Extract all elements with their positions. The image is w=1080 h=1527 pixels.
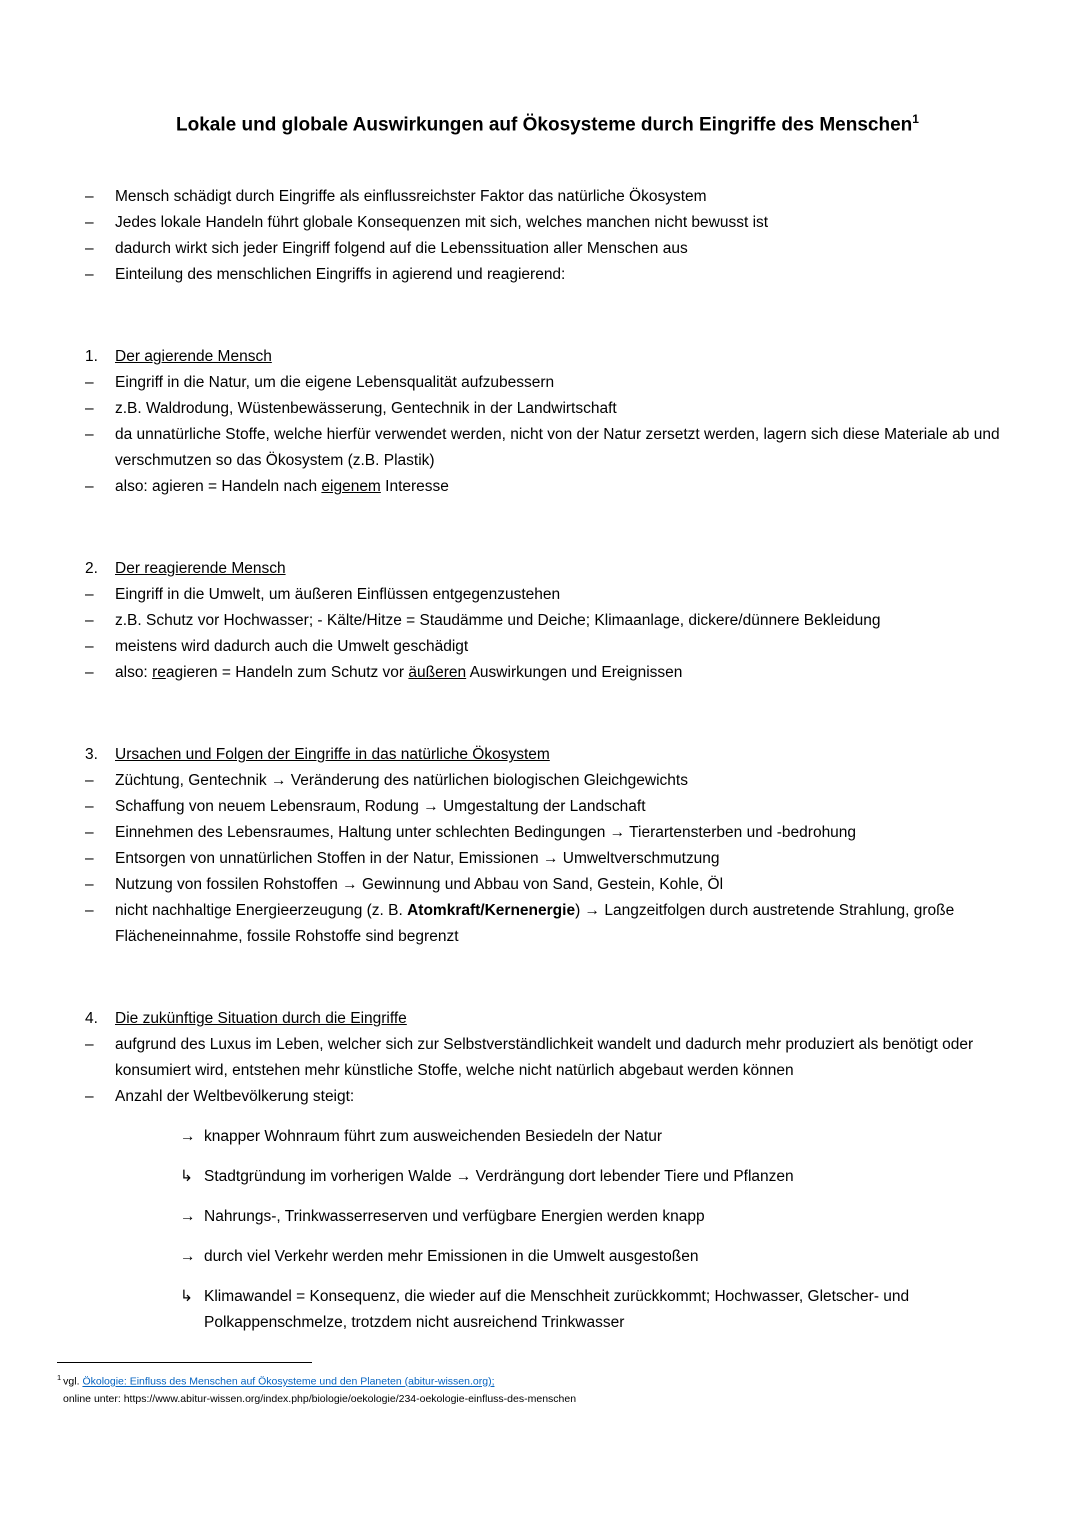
text-segment: ) → Langzeitfolgen durch austretende Strahlung, große Flächeneinnahme, fossile Rohstoffe sind begrenzt xyxy=(115,902,955,946)
bullet-item xyxy=(85,210,1010,236)
text-segment: z.B. Schutz vor Hochwasser; - Kälte/Hitze = Staudämme und Deiche; Klimaanlage, dickere/dünnere Bekleidung xyxy=(115,612,881,630)
section-indented-items xyxy=(85,1124,1010,1336)
bullet-text xyxy=(115,660,1010,686)
section-number: 3. xyxy=(85,746,98,764)
text-segment: nicht nachhaltige Energieerzeugung (z. B. xyxy=(115,902,408,920)
arrow-text xyxy=(204,1204,925,1230)
footnote-prefix: vgl. xyxy=(63,1375,83,1388)
text-segment: z.B. Waldrodung, Wüstenbewässerung, Gentechnik in der Landwirtschaft xyxy=(115,400,617,418)
dash-marker: – xyxy=(85,374,94,392)
section xyxy=(85,742,1010,950)
section xyxy=(85,344,1010,500)
intro-bullet-list xyxy=(85,184,1010,288)
bullet-text xyxy=(115,846,1010,872)
text-segment: knapper Wohnraum führt zum ausweichenden Besiedeln der Natur xyxy=(204,1128,663,1146)
bullet-item xyxy=(85,262,1010,288)
dash-marker: – xyxy=(85,850,94,868)
bullet-item xyxy=(85,794,1010,820)
section-bullets xyxy=(85,582,1010,686)
section-heading-row xyxy=(85,344,1010,370)
bullet-item xyxy=(85,422,1010,474)
section-heading-row xyxy=(85,556,1010,582)
text-segment: durch viel Verkehr werden mehr Emissionen in die Umwelt ausgestoßen xyxy=(204,1248,699,1266)
text-segment: Nutzung von fossilen Rohstoffen → Gewinnung und Abbau von Sand, Gestein, Kohle, Öl xyxy=(115,876,724,894)
bullet-text xyxy=(115,236,1010,262)
text-segment: Atomkraft/Kernenergie xyxy=(407,902,576,920)
bullet-item xyxy=(85,474,1010,500)
bullet-item xyxy=(85,846,1010,872)
dash-marker: – xyxy=(85,214,94,232)
text-segment: meistens wird dadurch auch die Umwelt geschädigt xyxy=(115,638,469,656)
dash-marker: – xyxy=(85,772,94,790)
text-segment: da unnatürliche Stoffe, welche hierfür verwendet werden, nicht von der Natur zersetzt werden, lagern sich diese Materiale ab und verschmutzen so das Ökosystem (z.B. Plastik) xyxy=(115,426,1000,470)
text-segment: Eingriff in die Umwelt, um äußeren Einflüssen entgegenzustehen xyxy=(115,586,561,604)
dash-marker: – xyxy=(85,612,94,630)
bullet-text xyxy=(115,396,1010,422)
footnote-divider xyxy=(57,1362,312,1363)
bullet-item xyxy=(85,660,1010,686)
bullet-text xyxy=(115,474,1010,500)
dash-marker: – xyxy=(85,902,94,920)
bullet-text xyxy=(115,820,1010,846)
section-heading-row xyxy=(85,742,1010,768)
text-segment: Interesse xyxy=(380,478,449,496)
text-segment: eigenem xyxy=(321,478,381,496)
bullet-item xyxy=(85,634,1010,660)
bullet-text xyxy=(115,370,1010,396)
section-number: 2. xyxy=(85,560,98,578)
arrow-icon: → xyxy=(180,1128,196,1146)
bullet-text xyxy=(115,608,1010,634)
arrow-icon: → xyxy=(180,1248,196,1266)
arrow-text xyxy=(204,1164,925,1190)
dash-marker: – xyxy=(85,240,94,258)
dash-marker: – xyxy=(85,824,94,842)
arrow-text xyxy=(204,1284,925,1336)
section xyxy=(85,1006,1010,1336)
section-number: 1. xyxy=(85,348,98,366)
dash-marker: – xyxy=(85,876,94,894)
arrow-icon: ↳ xyxy=(180,1288,193,1306)
section-heading: Ursachen und Folgen der Eingriffe in das natürliche Ökosystem xyxy=(115,746,550,764)
bullet-item xyxy=(85,582,1010,608)
text-segment: dadurch wirkt sich jeder Eingriff folgend auf die Lebenssituation aller Menschen aus xyxy=(115,240,688,258)
bullet-text xyxy=(115,1084,1010,1110)
bullet-text xyxy=(115,634,1010,660)
section-bullets xyxy=(85,768,1010,950)
text-segment: Nahrungs-, Trinkwasserreserven und verfügbare Energien werden knapp xyxy=(204,1208,705,1226)
section-heading: Der agierende Mensch xyxy=(115,348,272,366)
text-segment: Eingriff in die Natur, um die eigene Lebensqualität aufzubessern xyxy=(115,374,555,392)
arrow-item xyxy=(180,1284,925,1336)
bullet-item xyxy=(85,820,1010,846)
dash-marker: – xyxy=(85,478,94,496)
text-segment: re xyxy=(152,664,166,682)
bullet-text xyxy=(115,898,1010,950)
text-segment: aufgrund des Luxus im Leben, welcher sich zur Selbstverständlichkeit wandelt und dadurch mehr produziert als benötigt oder konsumiert wird, entstehen mehr künstliche Stoffe, welche nicht natürlich abgebaut werden können xyxy=(115,1036,974,1080)
dash-marker: – xyxy=(85,798,94,816)
text-segment: Einnehmen des Lebensraumes, Haltung unter schlechten Bedingungen → Tierartensterben und -bedrohung xyxy=(115,824,857,842)
text-segment: Klimawandel = Konsequenz, die wieder auf die Menschheit zurückkommt; Hochwasser, Gletscher- und Polkappenschmelze, trotzdem nicht ausreichend Trinkwasser xyxy=(204,1288,910,1332)
bullet-text xyxy=(115,582,1010,608)
text-segment: Schaffung von neuem Lebensraum, Rodung → Umgestaltung der Landschaft xyxy=(115,798,646,816)
bullet-text xyxy=(115,1032,1010,1084)
text-segment: Stadtgründung im vorherigen Walde → Verdrängung dort lebender Tiere und Pflanzen xyxy=(204,1168,794,1186)
dash-marker: – xyxy=(85,1088,94,1106)
bullet-item xyxy=(85,236,1010,262)
section-number: 4. xyxy=(85,1010,98,1028)
footnote-link[interactable]: Ökologie: Einfluss des Menschen auf Ökosysteme und den Planeten (abitur-wissen.org); xyxy=(82,1375,495,1388)
text-segment: Jedes lokale Handeln führt globale Konsequenzen mit sich, welches manchen nicht bewusst ist xyxy=(115,214,769,232)
bullet-item xyxy=(85,396,1010,422)
text-segment: Züchtung, Gentechnik → Veränderung des natürlichen biologischen Gleichgewichts xyxy=(115,772,688,790)
text-segment: agieren = Handeln zum Schutz vor xyxy=(165,664,409,682)
section-bullets xyxy=(85,1032,1010,1110)
bullet-text xyxy=(115,262,1010,288)
dash-marker: – xyxy=(85,266,94,284)
bullet-item xyxy=(85,898,1010,950)
text-segment: Mensch schädigt durch Eingriffe als einflussreichster Faktor das natürliche Ökosystem xyxy=(115,188,707,206)
footnote-url-line: online unter: https://www.abitur-wissen.org/index.php/biologie/oekologie/234-oekologie-einfluss-des-menschen xyxy=(63,1392,577,1405)
dash-marker: – xyxy=(85,400,94,418)
dash-marker: – xyxy=(85,1036,94,1054)
text-segment: also: xyxy=(115,664,153,682)
dash-marker: – xyxy=(85,586,94,604)
bullet-item xyxy=(85,872,1010,898)
section-heading-row xyxy=(85,1006,1010,1032)
title-footnote-ref: 1 xyxy=(912,112,919,126)
dash-marker: – xyxy=(85,638,94,656)
section-heading: Die zukünftige Situation durch die Eingriffe xyxy=(115,1010,407,1028)
bullet-item xyxy=(85,1084,1010,1110)
dash-marker: – xyxy=(85,188,94,206)
footnote xyxy=(57,1362,576,1407)
footnote-citation-line xyxy=(57,1370,576,1390)
arrow-icon: → xyxy=(180,1208,196,1226)
dash-marker: – xyxy=(85,426,94,444)
bullet-text xyxy=(115,794,1010,820)
bullet-item xyxy=(85,768,1010,794)
bullet-item xyxy=(85,608,1010,634)
section-heading: Der reagierende Mensch xyxy=(115,560,286,578)
text-segment: Entsorgen von unnatürlichen Stoffen in der Natur, Emissionen → Umweltverschmutzung xyxy=(115,850,720,868)
document-title xyxy=(85,106,1010,138)
bullet-text xyxy=(115,210,1010,236)
bullet-text xyxy=(115,872,1010,898)
text-segment: Einteilung des menschlichen Eingriffs in agierend und reagierend: xyxy=(115,266,566,284)
title-text: Lokale und globale Auswirkungen auf Ökosysteme durch Eingriffe des Menschen xyxy=(176,114,913,136)
bullet-item xyxy=(85,184,1010,210)
dash-marker: – xyxy=(85,664,94,682)
section xyxy=(85,556,1010,686)
arrow-icon: ↳ xyxy=(180,1168,193,1186)
bullet-text xyxy=(115,422,1010,474)
text-segment: also: agieren = Handeln nach xyxy=(115,478,322,496)
arrow-item xyxy=(180,1164,925,1190)
bullet-item xyxy=(85,370,1010,396)
sections xyxy=(85,344,1010,1336)
text-segment: Auswirkungen und Ereignissen xyxy=(466,664,683,682)
arrow-item xyxy=(180,1244,925,1270)
arrow-item xyxy=(180,1124,925,1150)
arrow-item xyxy=(180,1204,925,1230)
bullet-text xyxy=(115,768,1010,794)
arrow-text xyxy=(204,1244,925,1270)
bullet-item xyxy=(85,1032,1010,1084)
arrow-text xyxy=(204,1124,925,1150)
footnote-marker: 1 xyxy=(57,1373,62,1382)
bullet-text xyxy=(115,184,1010,210)
text-segment: äußeren xyxy=(408,664,467,682)
section-bullets xyxy=(85,370,1010,500)
text-segment: Anzahl der Weltbevölkerung steigt: xyxy=(115,1088,355,1106)
